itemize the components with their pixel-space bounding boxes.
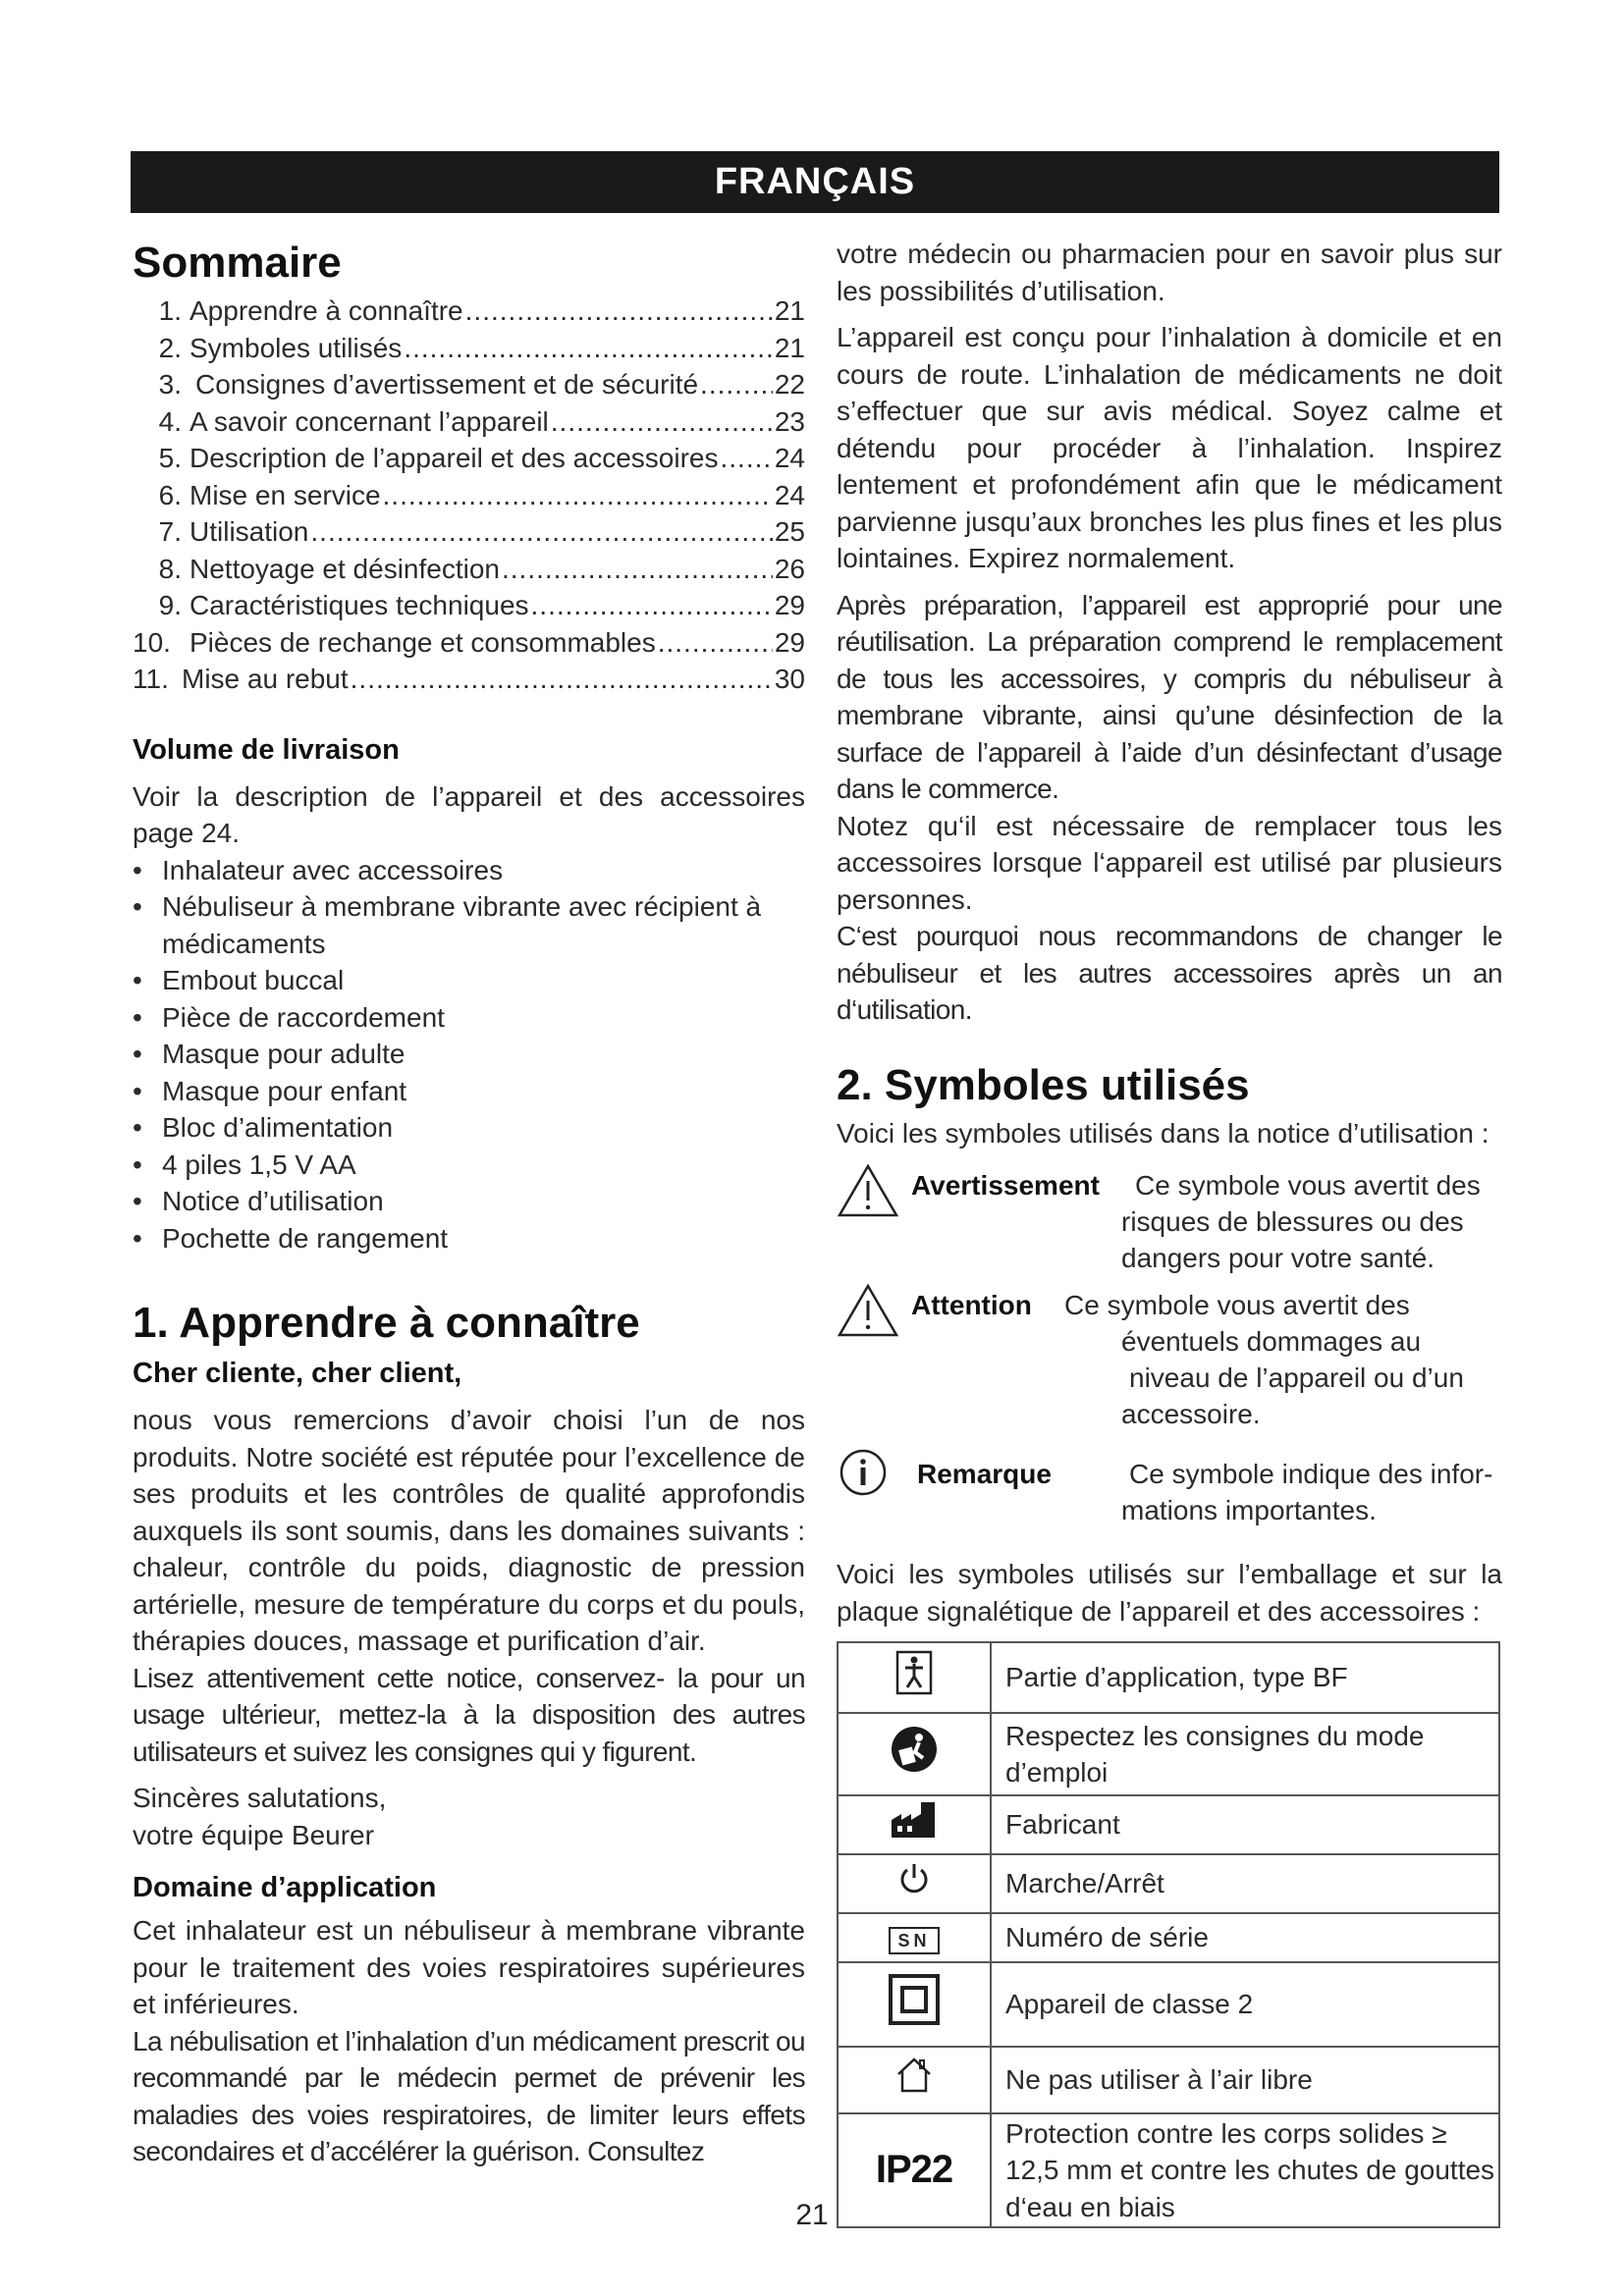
right-paragraph-3: Après préparation, l’appareil est approprié pour une réutilisation. La préparation comprend le remplacement de tous les accessoires, y compris du nébuliseur à membrane vibrante, ainsi qu’une désinfection de la surface de l’appareil à l’aide d’un désinfectant d’usage dans le commerce. <box>837 589 1502 804</box>
legend-desc-line: accessoire. <box>1121 1399 1261 1429</box>
legend-desc-line: niveau de l’appareil ou d’un <box>1129 1362 1464 1393</box>
closing-line-1: Sincères salutations, <box>133 1783 387 1813</box>
left-column <box>133 236 805 2170</box>
table-row <box>838 1713 1499 1795</box>
serial-number-icon: SN <box>889 1927 939 1954</box>
toc-item[interactable]: 2. Symboles utilisés ..... 21 <box>133 330 805 367</box>
usage-paragraph-1: Cet inhalateur est un nébuliseur à membrane vibrante pour le traitement des voies respiratoires supérieures et inférieures. <box>133 1915 805 2019</box>
read-manual-icon <box>890 1725 939 1774</box>
table-cell: Fabricant <box>991 1795 1499 1854</box>
right-column <box>837 236 1502 2228</box>
instructions-paragraph: Lisez attentivement cette notice, conservez- la pour un usage ultérieur, mettez-la à la disposition des autres utilisateurs et suivez les consignes qui y figurent. <box>133 1662 805 1767</box>
list-item: • Nébuliseur à membrane vibrante avec récipient à médicaments <box>133 888 805 962</box>
toc-item[interactable]: 1. Apprendre à connaître ..... 21 <box>133 293 805 330</box>
right-paragraph-1: votre médecin ou pharmacien pour en savoir plus sur les possibilités d’utilisation. <box>837 239 1502 306</box>
legend-label-caution: Attention <box>911 1290 1032 1320</box>
table-cell: Numéro de série <box>991 1913 1499 1962</box>
table-cell: Appareil de classe 2 <box>991 1962 1499 2047</box>
toc-item[interactable]: 10. Pièces de rechange et consommables ..... 29 <box>133 624 805 662</box>
language-banner: FRANÇAIS <box>131 151 1499 213</box>
toc-item[interactable]: 6. Mise en service ..... 24 <box>133 477 805 514</box>
page-number: 21 <box>795 2199 829 2231</box>
list-item: • Masque pour enfant <box>133 1073 805 1110</box>
legend-label-note: Remarque <box>917 1459 1052 1489</box>
right-paragraph-5: C‘est pourquoi nous recommandons de changer le nébuliseur et les autres accessoires après un an d‘utilisation. <box>837 921 1502 1025</box>
warning-triangle-icon <box>837 1163 899 1218</box>
section2-title: 2. Symboles utilisés <box>837 1060 1250 1109</box>
table-of-contents <box>133 293 805 698</box>
table-row <box>838 1854 1499 1913</box>
indoor-use-icon <box>894 2056 934 2094</box>
legend-desc-line: risques de blessures ou des <box>1121 1206 1464 1237</box>
table-row <box>838 2047 1499 2113</box>
power-icon <box>897 1862 931 1896</box>
table-intro: Voici les symboles utilisés sur l’emballage et sur la plaque signalétique de l’appareil et des accessoires : <box>837 1559 1502 1627</box>
list-item: • Pochette de rangement <box>133 1220 805 1257</box>
usage-paragraph-2: La nébulisation et l’inhalation d’un médicament prescrit ou recommandé par le médecin permet de prévenir les maladies des voies respiratoires, de limiter leurs effets secondaires et d’accélérer la guérison. Consultez <box>133 2025 805 2166</box>
legend-desc-line: Ce symbole vous avertit des <box>1064 1290 1410 1320</box>
table-cell: Ne pas utiliser à l’air libre <box>991 2047 1499 2113</box>
table-row <box>838 1795 1499 1854</box>
legend-label-warning: Avertissement <box>911 1170 1100 1201</box>
section1-title: 1. Apprendre à connaître <box>133 1299 640 1347</box>
ip-rating-icon: IP22 <box>838 2113 991 2227</box>
table-cell: Marche/Arrêt <box>991 1854 1499 1913</box>
table-cell: Partie d’application, type BF <box>991 1642 1499 1713</box>
delivery-list <box>133 852 805 1257</box>
toc-item[interactable]: 7. Utilisation ..... 25 <box>133 513 805 551</box>
legend-desc-line: mations importantes. <box>1121 1495 1377 1525</box>
list-item: • Pièce de raccordement <box>133 999 805 1037</box>
summary-title: Sommaire <box>133 239 342 287</box>
list-item: • Masque pour adulte <box>133 1036 805 1073</box>
list-item: • Embout buccal <box>133 962 805 999</box>
toc-item[interactable]: 4. A savoir concernant l’appareil ..... 23 <box>133 403 805 441</box>
legend-desc-line: Ce symbole vous avertit des <box>1135 1170 1481 1201</box>
list-item: • Bloc d’alimentation <box>133 1109 805 1147</box>
symbols-table <box>837 1641 1500 2228</box>
table-row <box>838 1962 1499 2047</box>
right-paragraph-4: Notez qu‘il est nécessaire de remplacer tous les accessoires lorsque l‘appareil est utilisé par plusieurs personnes. <box>837 810 1502 915</box>
table-cell: Protection contre les corps solides ≥ 12,5 mm et contre les chutes de gouttes d‘eau en biais <box>991 2113 1499 2227</box>
intro-paragraph: nous vous remercions d’avoir choisi l’un de nos produits. Notre société est réputée pour l’excellence de ses produits et les contrôles de qualité approfondis auxquels ils sont soumis, dans les domaines suivants : chaleur, contrôle du poids, diagnostic de pression artérielle, mesure de température du corps et du pouls, thérapies douces, massage et purification d’air. <box>133 1405 805 1656</box>
list-item: • Notice d’utilisation <box>133 1183 805 1220</box>
warning-triangle-icon <box>837 1283 899 1338</box>
legend-desc-line: dangers pour votre santé. <box>1121 1243 1435 1273</box>
table-cell: Respectez les consignes du mode d’emploi <box>991 1713 1499 1795</box>
toc-item[interactable]: 3. Consignes d’avertissement et de sécurité ..... 22 <box>133 366 805 403</box>
usage-title: Domaine d’application <box>133 1872 437 1903</box>
toc-item[interactable]: 5. Description de l’appareil et des accessoires ..... 24 <box>133 440 805 477</box>
right-paragraph-2: L’appareil est conçu pour l’inhalation à domicile et en cours de route. L’inhalation de médicaments ne doit s’effectuer que sur avis médical. Soyez calme et détendu pour procéder à l’inhalation. Inspirez lentement et profondément afin que le médicament parvienne jusqu’aux bronches les plus fines et les plus lointaines. Expirez normalement. <box>837 322 1502 573</box>
list-item: • Inhalateur avec accessoires <box>133 852 805 889</box>
toc-item[interactable]: 9. Caractéristiques techniques ..... 29 <box>133 587 805 624</box>
table-row <box>838 1913 1499 1962</box>
toc-item[interactable]: 11. Mise au rebut ..... 30 <box>133 661 805 698</box>
toc-item[interactable]: 8. Nettoyage et désinfection ..... 26 <box>133 551 805 588</box>
list-item: • 4 piles 1,5 V AA <box>133 1147 805 1184</box>
closing-line-2: votre équipe Beurer <box>133 1819 374 1850</box>
info-circle-icon <box>839 1448 888 1497</box>
type-bf-icon <box>895 1650 933 1695</box>
table-row <box>838 1642 1499 1713</box>
legend-desc-line: Ce symbole indique des infor- <box>1129 1459 1493 1489</box>
legend-desc-line: éventuels dommages au <box>1121 1326 1422 1357</box>
manufacturer-icon <box>890 1800 939 1840</box>
delivery-title: Volume de livraison <box>133 733 400 766</box>
delivery-intro: Voir la description de l’appareil et des accessoires page 24. <box>133 780 805 848</box>
greeting: Cher cliente, cher client, <box>133 1358 462 1389</box>
symbols-intro: Voici les symboles utilisés dans la notice d’utilisation : <box>837 1117 1489 1148</box>
symbol-legend <box>837 1159 1502 1542</box>
class-2-icon <box>888 1973 941 2026</box>
